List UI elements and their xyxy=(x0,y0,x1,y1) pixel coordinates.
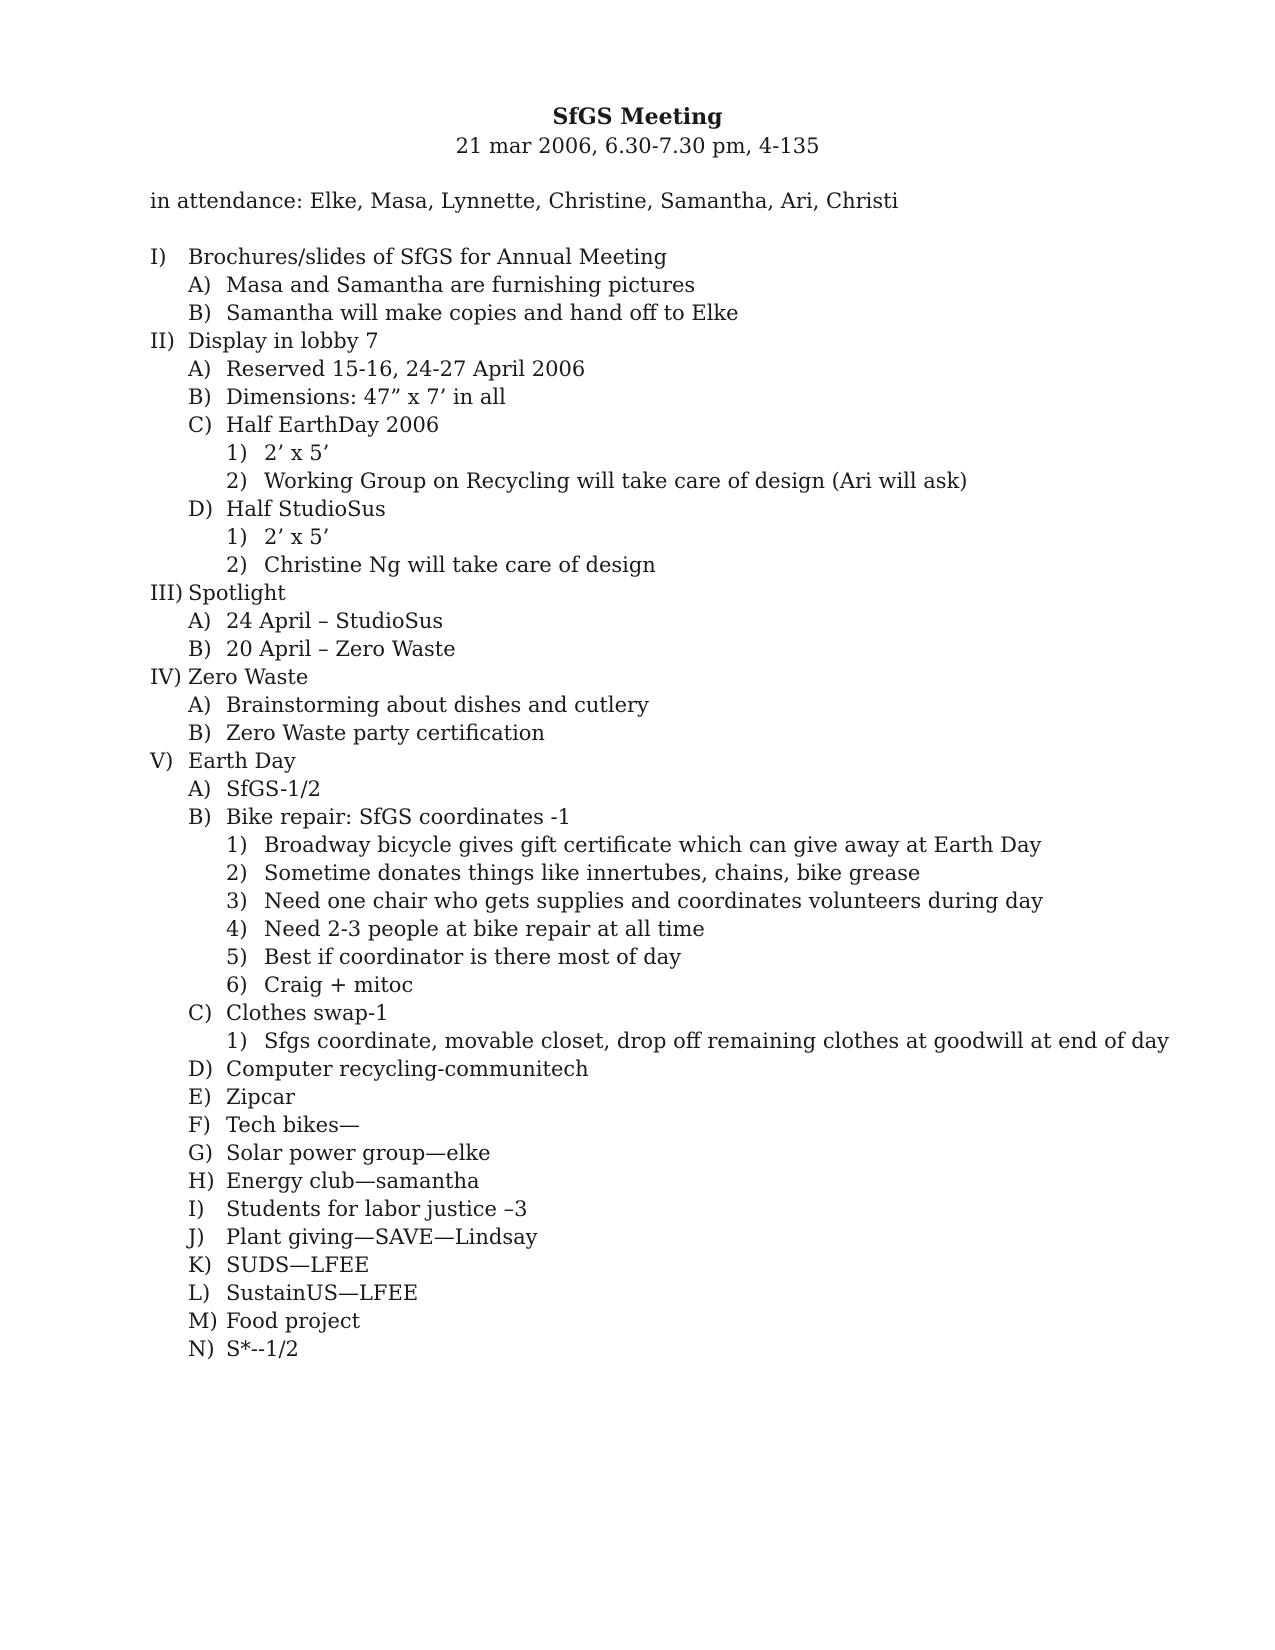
outline-marker: IV) xyxy=(150,665,182,689)
outline-text: Need one chair who gets supplies and coordinates volunteers during day xyxy=(264,889,1043,913)
outline-text: Clothes swap-1 xyxy=(226,1001,389,1025)
outline-marker: E) xyxy=(188,1085,212,1109)
outline-marker: G) xyxy=(188,1141,213,1165)
outline-item-level-2 xyxy=(150,1307,1150,1335)
outline-marker: A) xyxy=(188,693,212,717)
outline-item-level-2 xyxy=(150,383,1150,411)
outline-text: Spotlight xyxy=(188,581,286,605)
outline-marker: M) xyxy=(188,1309,218,1333)
outline-marker: L) xyxy=(188,1281,211,1305)
outline-item-level-2 xyxy=(150,355,1150,383)
outline-marker: 2) xyxy=(226,469,248,493)
outline-text: Food project xyxy=(226,1309,361,1333)
outline-text: Display in lobby 7 xyxy=(188,329,379,353)
outline-item-level-1 xyxy=(150,747,1150,775)
outline-text: Energy club—samantha xyxy=(226,1169,480,1193)
outline-marker: H) xyxy=(188,1169,215,1193)
outline-item-level-2 xyxy=(150,1055,1150,1083)
outline-marker: 1) xyxy=(226,525,248,549)
outline-text: Best if coordinator is there most of day xyxy=(264,945,682,969)
outline-text: Reserved 15-16, 24-27 April 2006 xyxy=(226,357,586,381)
outline-marker: 2) xyxy=(226,861,248,885)
outline-marker: A) xyxy=(188,357,212,381)
outline-text: Brainstorming about dishes and cutlery xyxy=(226,693,649,717)
outline-item-level-2 xyxy=(150,1335,1150,1363)
outline-item-level-2 xyxy=(150,635,1150,663)
outline-marker: 3) xyxy=(226,889,248,913)
outline-marker: K) xyxy=(188,1253,212,1277)
outline-marker: C) xyxy=(188,413,213,437)
outline-marker: A) xyxy=(188,273,212,297)
outline-text: Zero Waste xyxy=(188,665,309,689)
outline-text: Samantha will make copies and hand off to Elke xyxy=(226,301,739,325)
outline-item-level-3 xyxy=(150,859,1150,887)
outline-item-level-3 xyxy=(150,915,1150,943)
outline-item-level-2 xyxy=(150,999,1150,1027)
outline-marker: J) xyxy=(188,1225,205,1249)
outline-item-level-2 xyxy=(150,1139,1150,1167)
document-title: SfGS Meeting xyxy=(552,104,723,130)
outline-item-level-2 xyxy=(150,495,1150,523)
outline-item-level-1 xyxy=(150,663,1150,691)
outline-marker: II) xyxy=(150,329,175,353)
outline-marker: C) xyxy=(188,1001,213,1025)
outline-text: Broadway bicycle gives gift certificate which can give away at Earth Day xyxy=(264,833,1042,857)
outline-text: Computer recycling-communitech xyxy=(226,1057,589,1081)
outline-item-level-2 xyxy=(150,1195,1150,1223)
outline-text: Zipcar xyxy=(226,1085,296,1109)
outline-item-level-2 xyxy=(150,411,1150,439)
outline-text: Masa and Samantha are furnishing pictures xyxy=(226,273,696,297)
outline-text: Christine Ng will take care of design xyxy=(264,553,656,577)
outline-item-level-3 xyxy=(150,1027,1170,1055)
outline-text: Bike repair: SfGS coordinates -1 xyxy=(226,805,571,829)
outline-marker: B) xyxy=(188,805,212,829)
outline-marker: D) xyxy=(188,497,214,521)
outline-text: Earth Day xyxy=(188,749,296,773)
outline-text: SUDS—LFEE xyxy=(226,1253,370,1277)
outline-text: Solar power group—elke xyxy=(226,1141,491,1165)
outline-text: Zero Waste party certification xyxy=(226,721,545,745)
outline-text: Half StudioSus xyxy=(226,497,386,521)
outline-item-level-3 xyxy=(150,439,1150,467)
outline-text: Craig + mitoc xyxy=(264,973,414,997)
outline-text: Plant giving—SAVE—Lindsay xyxy=(226,1225,538,1249)
outline-item-level-3 xyxy=(150,971,1150,999)
outline-item-level-2 xyxy=(150,607,1150,635)
outline-text: SustainUS—LFEE xyxy=(226,1281,419,1305)
outline-list xyxy=(150,243,1170,1363)
outline-marker: III) xyxy=(150,581,184,605)
outline-item-level-3 xyxy=(150,831,1150,859)
outline-item-level-2 xyxy=(150,719,1150,747)
outline-marker: 2) xyxy=(226,553,248,577)
outline-text: Sometime donates things like innertubes, chains, bike grease xyxy=(264,861,921,885)
outline-marker: A) xyxy=(188,777,212,801)
outline-text: Need 2-3 people at bike repair at all time xyxy=(264,917,705,941)
outline-item-level-1 xyxy=(150,579,1150,607)
outline-text: Tech bikes— xyxy=(226,1113,360,1137)
outline-item-level-3 xyxy=(150,887,1150,915)
outline-marker: 1) xyxy=(226,441,248,465)
outline-item-level-2 xyxy=(150,691,1150,719)
outline-item-level-3 xyxy=(150,943,1150,971)
outline-marker: B) xyxy=(188,385,212,409)
outline-marker: 1) xyxy=(226,833,248,857)
outline-marker: D) xyxy=(188,1057,214,1081)
outline-marker: 6) xyxy=(226,973,248,997)
attendance-line: in attendance: Elke, Masa, Lynnette, Christine, Samantha, Ari, Christi xyxy=(150,189,899,213)
outline-item-level-2 xyxy=(150,1111,1150,1139)
outline-text: Students for labor justice –3 xyxy=(226,1197,528,1221)
outline-item-level-2 xyxy=(150,775,1150,803)
outline-text: 2’ x 5’ xyxy=(264,525,330,549)
outline-text: 2’ x 5’ xyxy=(264,441,330,465)
outline-item-level-2 xyxy=(150,1223,1150,1251)
outline-marker: F) xyxy=(188,1113,211,1137)
outline-item-level-2 xyxy=(150,803,1150,831)
outline-text: Half EarthDay 2006 xyxy=(226,413,440,437)
outline-marker: B) xyxy=(188,721,212,745)
outline-text: S*--1/2 xyxy=(226,1337,299,1361)
outline-text: Brochures/slides of SfGS for Annual Meeting xyxy=(188,245,668,269)
outline-item-level-2 xyxy=(150,1083,1150,1111)
outline-marker: A) xyxy=(188,609,212,633)
outline-item-level-2 xyxy=(150,1251,1150,1279)
outline-text: Dimensions: 47” x 7’ in all xyxy=(226,385,506,409)
outline-item-level-2 xyxy=(150,299,1150,327)
outline-item-level-1 xyxy=(150,327,1150,355)
outline-text: 20 April – Zero Waste xyxy=(226,637,456,661)
outline-item-level-2 xyxy=(150,1167,1150,1195)
outline-item-level-2 xyxy=(150,1279,1150,1307)
outline-marker: N) xyxy=(188,1337,215,1361)
outline-item-level-3 xyxy=(150,523,1150,551)
outline-marker: 5) xyxy=(226,945,248,969)
outline-marker: I) xyxy=(188,1197,205,1221)
outline-marker: B) xyxy=(188,637,212,661)
outline-marker: V) xyxy=(150,749,174,773)
outline-text: 24 April – StudioSus xyxy=(226,609,444,633)
outline-marker: B) xyxy=(188,301,212,325)
outline-item-level-3 xyxy=(150,467,1150,495)
outline-item-level-3 xyxy=(150,551,1150,579)
outline-marker: 1) xyxy=(226,1029,248,1053)
outline-text: Sfgs coordinate, movable closet, drop off remaining clothes at goodwill at end of day xyxy=(264,1029,1170,1053)
outline-marker: 4) xyxy=(226,917,248,941)
outline-item-level-1 xyxy=(150,243,1150,271)
outline-text: Working Group on Recycling will take care of design (Ari will ask) xyxy=(264,469,968,493)
outline-marker: I) xyxy=(150,245,167,269)
outline-text: SfGS-1/2 xyxy=(226,777,321,801)
outline-item-level-2 xyxy=(150,271,1150,299)
meeting-details: 21 mar 2006, 6.30-7.30 pm, 4-135 xyxy=(455,134,820,158)
